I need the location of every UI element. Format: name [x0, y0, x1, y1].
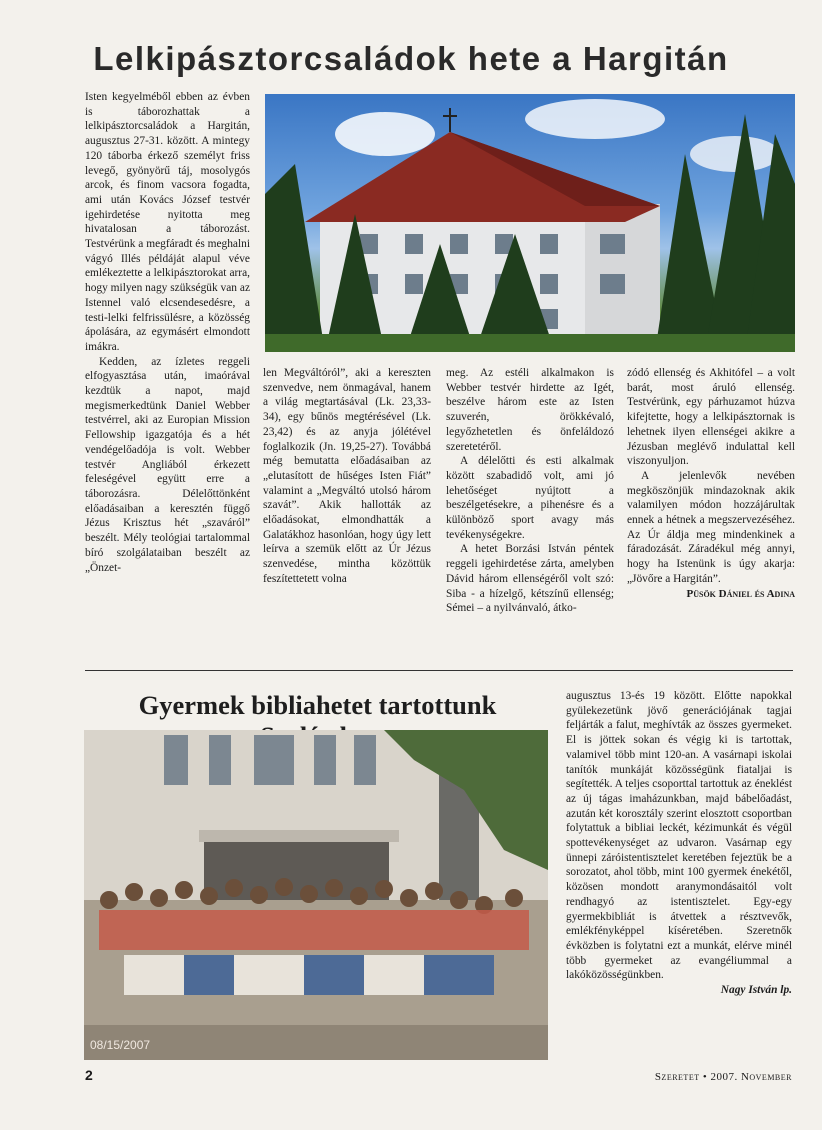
paragraph: Kedden, az ízletes reggeli elfogyasztása után, imaórával kezdtük a napot, majd megismerkedtünk Daniel Webber testvérrel, aki az Europian Mission Fellowship igazgatója és a hét vendégelőadója is volt. Webber testvér Angliából érkezett feleségével együtt erre a táborozásra. Délelőttönként előadásaiban a keresztén függő Jézus Krisztus hét „szaváról” beszélt. Mély teológiai tartalommal bíró szolgálataiban beszélt az „Önzet- — [85, 355, 250, 574]
paragraph: Isten kegyelméből ebben az évben is táborozhattak a lelkipásztorcsaládok a Hargitán, augusztus 27-31. között. A mintegy 120 táborba érkező személyt friss levegő, gyönyörű táj, mosolygós arcok, és finom vacsora fogadta, ami után Kovács József testvér igehirdetése nyitotta meg hivatalosan a táborozást. Testvérünk a megfáradt és meghalni vágyó Illés példáját alapul véve emlékeztette a lelkipásztorokat arra, hogy milyen nagy szükségük van az Istennel való elcsendesedésre, a testi-lelki felfrissülésre, a közösség ápolására, az egymásért elmondott imákra. — [85, 91, 250, 353]
group-photo — [84, 730, 548, 1060]
article-signature: Püsök Dániel és Adina — [686, 587, 795, 600]
photo-date-stamp: 08/15/2007 — [90, 1038, 151, 1052]
article-2-body — [566, 689, 792, 1069]
article-column-3 — [446, 366, 614, 666]
paragraph: A hetet Borzási István péntek reggeli igehirdetése zárta, amelyben Dávid három ellenségéről volt szó: Siba - a hízelgő, kétszínű ellenség; Sémei – a nyilvánvaló, átko- — [446, 543, 614, 615]
paragraph: A jelenlevők nevében megköszönjük mindazoknak akik valamilyen módon hozzájárultak ennek a hétnek a megszervezéséhez. Az Úr áldja meg mindenkinek a fáradozását. Záradékul még annyi, hogy ha Istenünk is úgy akarja: „Jövőre a Hargitán”. — [627, 469, 795, 585]
section-divider — [85, 670, 793, 671]
paragraph: A délelőtti és esti alkalmak között szabadidő volt, ami jó lehetőséget nyújtott a beszélgetésekre, a pihenésre és a különböző sport avagy más tevékenységekre. — [446, 455, 614, 541]
building-photo — [265, 94, 795, 352]
paragraph: augusztus 13-és 19 között. Előtte napokkal gyülekezetünk jövő generációjának tagjai feljárták a falut, meghívták az összes gyermeket. El is jöttek sokan és végig ki is tartottak, valamivel több mint 120-an. A vasárnapi iskolai tanítók munkáját közösségünk fiataljai is segítették. A teljes csoporttal tartottuk az éneklést az új tágas imaházunkban, majd bábelőadást, azután két korosztály szerint elosztott csoportban folytattuk a bibliai leckét, kézimunkát és végül spottevékenységet az udvaron. Vasárnap egy ünnepi záróistentisztelet keretében fejeztük be a sorozatot, ahol több, mint 100 gyermek énekétől, közösen mondott aranymondásaitól volt rendhagyó az istentisztelet. Egy-egy gyermekbibliát is átvettek a résztvevők, emlékfényképpel kíséretében. Szeretnők évközben is folytatni ezt a munkát, elérve minél több gyermeket az evangéliummal a lakóközösségünkben. — [566, 690, 792, 982]
article-2-signature: Nagy István lp. — [720, 984, 792, 997]
article-column-1 — [85, 90, 250, 665]
building-photo-drawing — [265, 94, 795, 352]
article-column-4 — [627, 366, 795, 666]
paragraph: zódó ellenség és Akhitófel – a volt barát, most áruló ellenség. Testvérünk, egy párhuzamot húzva kifejtette, hogy a lelkipásztornak is lehetnek ilyen ellenségei akikre a Jézusban meglévő indulattal kell viszonyuljon. — [627, 367, 795, 468]
magazine-footer: Szeretet • 2007. November — [654, 1071, 792, 1083]
page-number: 2 — [85, 1067, 93, 1083]
article-column-2 — [263, 366, 431, 666]
paragraph: len Megváltóról”, aki a kereszten szenvedve, nem önmagával, hanem a világ megtartásával (Lk. 23,33-34), egy bűnös megtérésével (Lk. 23,42) és az anyja jólétével foglalkozik (Jn. 19,25-27). Továbbá még bemutatta előadásaiban az „elutasított de hűséges Isten Fiát” valamint a „Megváltó utolsó három szavát”. Akik hallották az előadásokat, elmondhatták a Galatákhoz hasonlóan, hogy úgy lett leírva a szemük előtt az Úr Jézus szenvedése, mintha közöttük feszítettetett volna — [263, 367, 431, 585]
article-title: Lelkipásztorcsaládok hete a Hargitán — [93, 40, 729, 77]
paragraph: meg. Az estéli alkalmakon is Webber testvér hirdette az Igét, beszélve három este az Isten szuverén, örökkévaló, legyőzhetetlen és önfeláldozó szeretetéről. — [446, 367, 614, 453]
article-title-2: Gyermek bibliahetet tartottunk — [138, 690, 497, 720]
group-photo-drawing — [84, 730, 548, 1060]
